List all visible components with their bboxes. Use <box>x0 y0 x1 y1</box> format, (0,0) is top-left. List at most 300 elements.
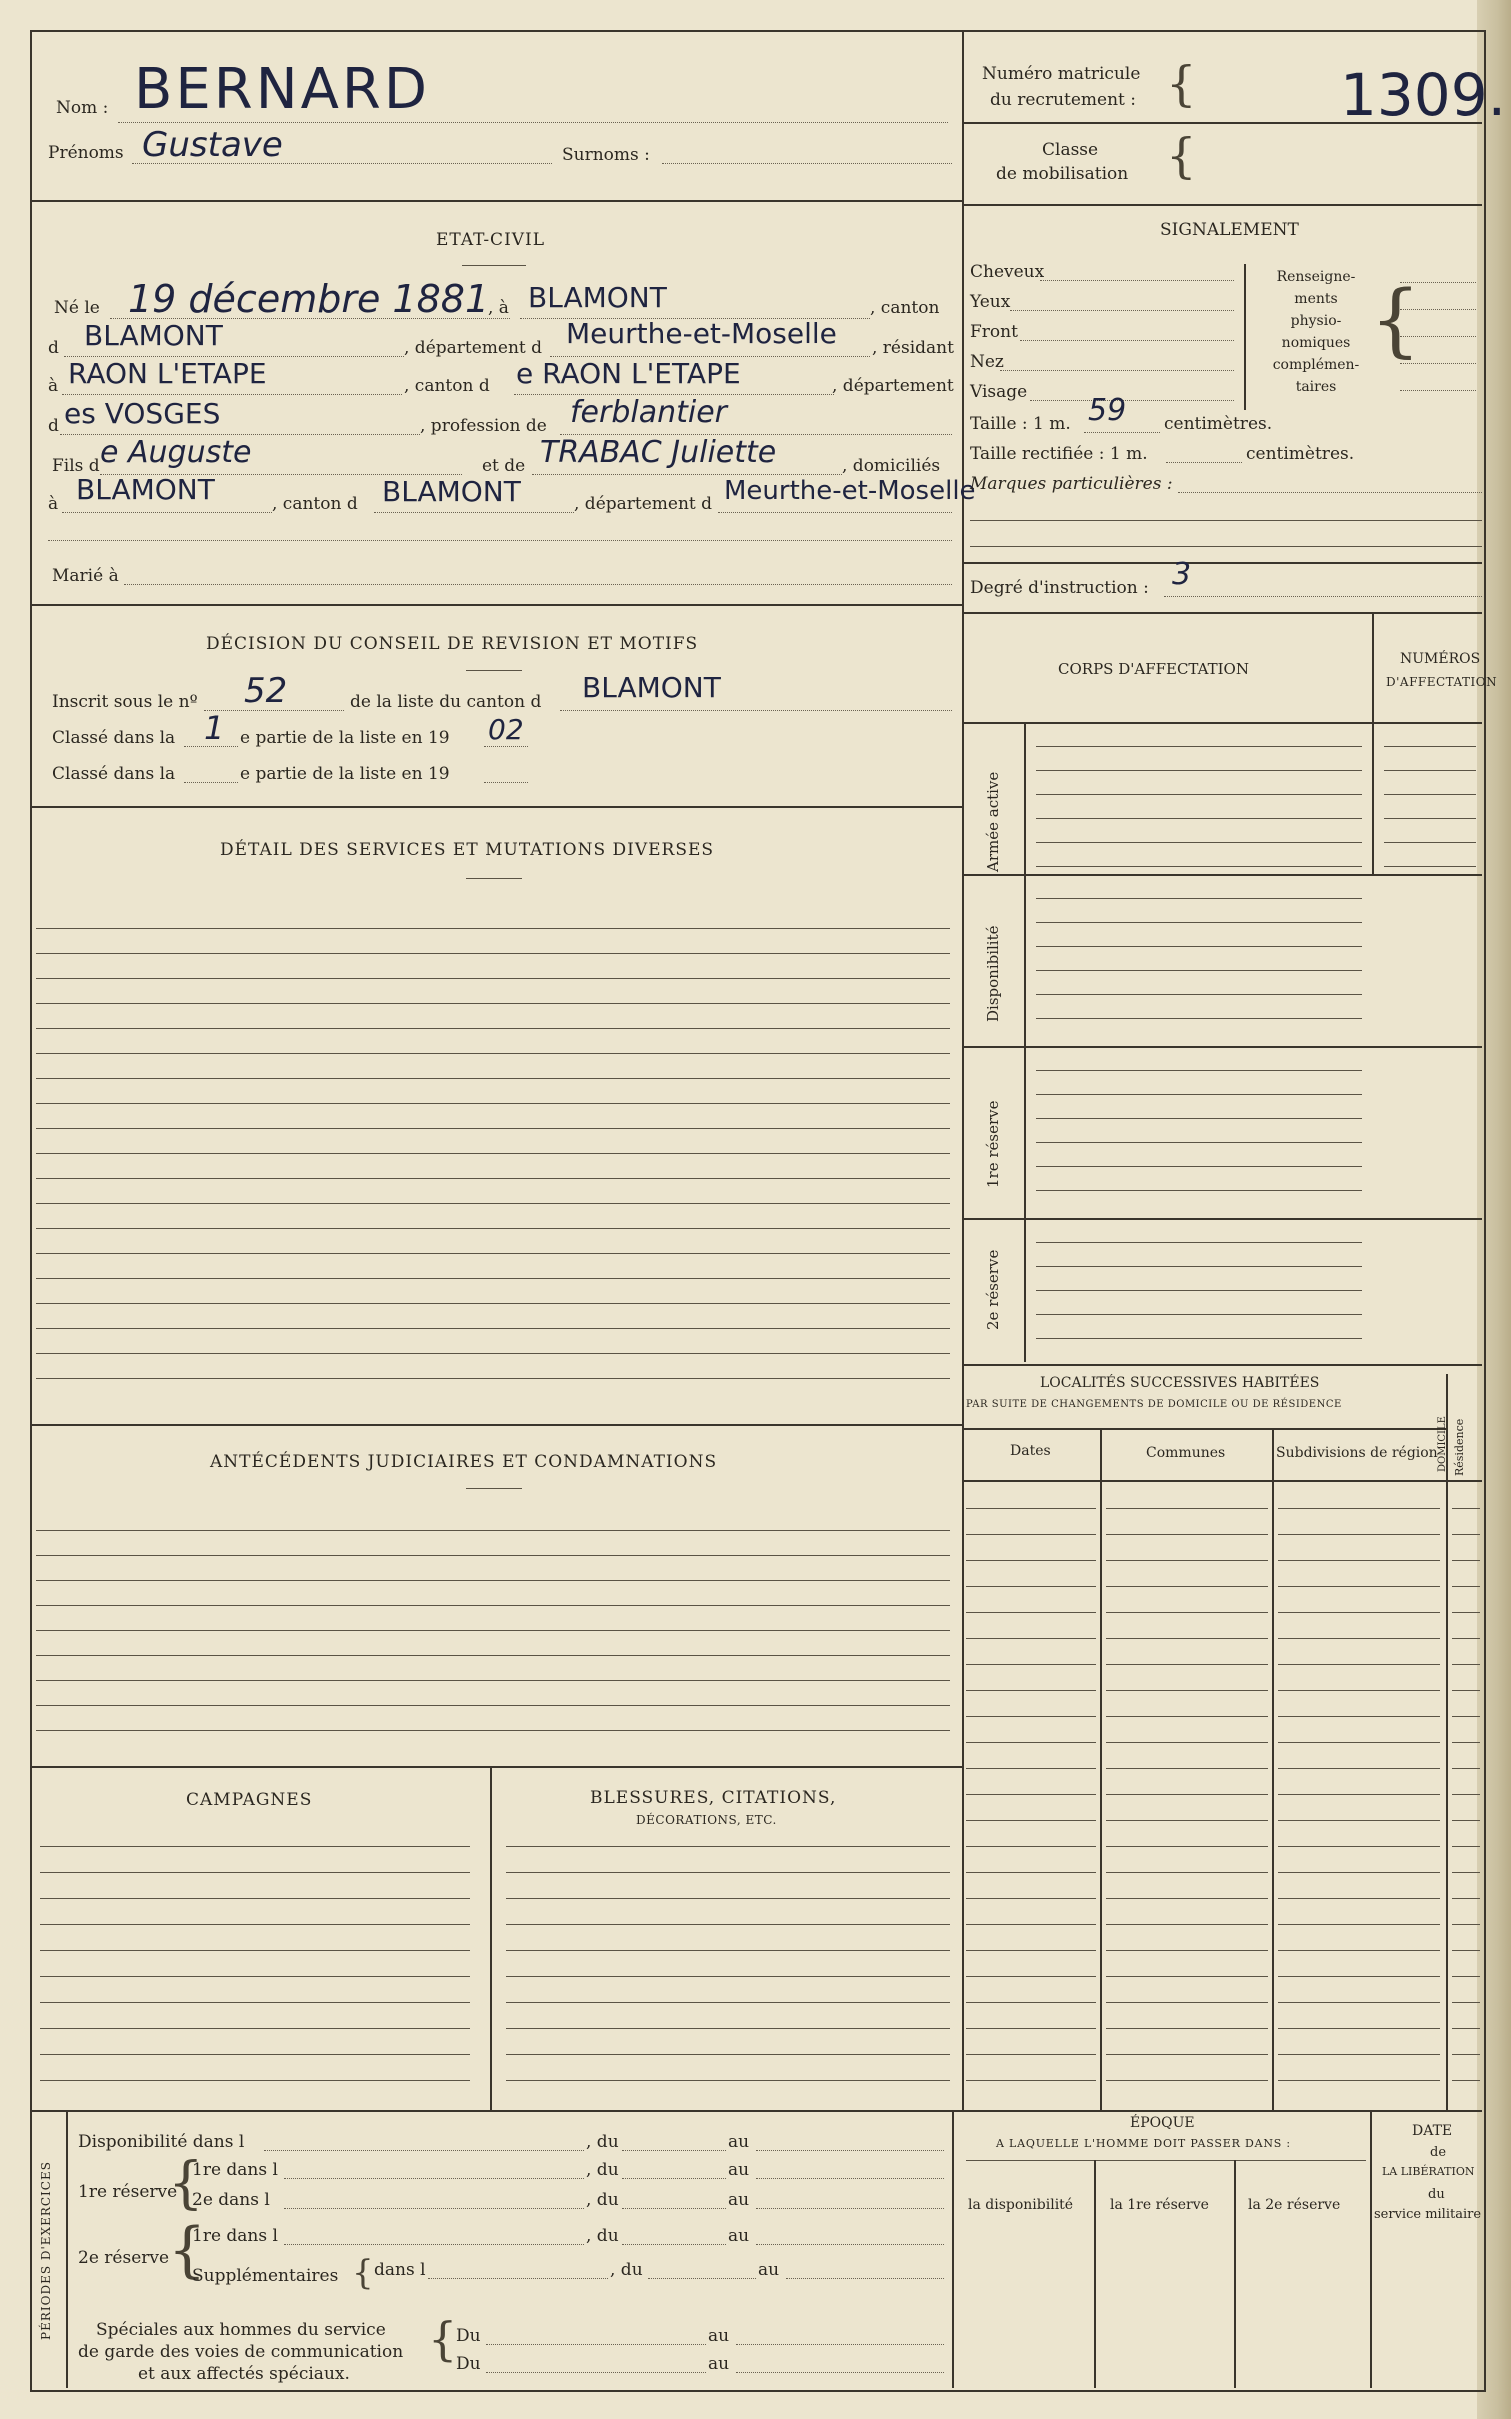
campagnes-ruled-line <box>40 2080 470 2081</box>
disponibilite-ruled-line <box>1036 994 1362 995</box>
taille-rect-label: Taille rectifiée : 1 m. <box>970 444 1148 464</box>
localites-dates-line <box>966 2028 1096 2029</box>
pere-value: e Auguste <box>100 435 252 470</box>
localites-subdivisions-line <box>1278 2054 1440 2055</box>
reserve1-brace: { <box>168 2151 204 2216</box>
campagnes-ruled-line <box>40 2002 470 2003</box>
reserve2-dans1-du: , du <box>586 2226 619 2246</box>
localites-domicile-line <box>1452 1716 1480 1717</box>
localites-communes-line <box>1106 1742 1268 1743</box>
localites-subdivisions-line <box>1278 1976 1440 1977</box>
canton2-label: , canton d <box>404 376 490 396</box>
blessures-ruled-line <box>506 1976 950 1977</box>
localites-communes-line <box>1106 2054 1268 2055</box>
decision-title: DÉCISION DU CONSEIL DE REVISION ET MOTIFS <box>206 634 699 654</box>
nom-label: Nom : <box>56 98 109 118</box>
localites-dates-line <box>966 1586 1096 1587</box>
supplementaires-dans: dans l <box>374 2260 426 2280</box>
classe-brace: { <box>1166 128 1197 184</box>
antecedents-divider <box>30 1766 962 1768</box>
localites-dates-line <box>966 1638 1096 1639</box>
numeros-ruled-line <box>1384 866 1476 867</box>
taille-unit: centimètres. <box>1164 414 1273 434</box>
reserve2-brace: { <box>168 2215 207 2285</box>
armee-active-ruled-line <box>1036 770 1362 771</box>
localites-subdivisions-line <box>1278 1898 1440 1899</box>
partie1-label: e partie de la liste en 19 <box>240 728 450 748</box>
canton-label: , canton <box>870 298 940 318</box>
epoque-col-3: la 2e réserve <box>1248 2197 1341 2213</box>
matricule-label-2: du recrutement : <box>990 90 1137 110</box>
reserve2-periode-label: 2e réserve <box>78 2248 170 2268</box>
canton2-value: e RAON L'ETAPE <box>516 357 741 390</box>
reserve2-dans1-label: 1re dans l <box>192 2226 278 2246</box>
services-ruled-line <box>36 1178 950 1179</box>
services-ruled-line <box>36 1378 950 1379</box>
mere-value: TRABAC Juliette <box>540 435 777 470</box>
antecedents-ruled-line <box>36 1730 950 1731</box>
signalement-item-line <box>1020 340 1234 341</box>
localites-domicile-line <box>1452 1768 1480 1769</box>
localites-dates-line <box>966 1976 1096 1977</box>
classe2-label: Classé dans la <box>52 764 176 784</box>
reserve1-dans1-au-line <box>756 2178 944 2179</box>
inscrit-line <box>204 710 344 711</box>
localites-subdivisions-line <box>1278 1794 1440 1795</box>
mere-line <box>532 474 842 475</box>
residence-a-label: à <box>48 376 59 396</box>
localites-dates-line <box>966 1690 1096 1691</box>
disponibilite-ruled-line <box>1036 898 1362 899</box>
blessures-ruled-line <box>506 2054 950 2055</box>
localites-communes-line <box>1106 1612 1268 1613</box>
reserve1-ruled-line <box>1036 1142 1362 1143</box>
degre-label: Degré d'instruction : <box>970 578 1149 598</box>
localites-subdivisions-line <box>1278 1586 1440 1587</box>
col-domicile-1: DOMICILE <box>1437 1416 1448 1472</box>
blessures-ruled-line <box>506 2002 950 2003</box>
date-label-3: LA LIBÉRATION <box>1382 2165 1475 2178</box>
services-ruled-line <box>36 1078 950 1079</box>
disponibilite-ruled-line <box>1036 922 1362 923</box>
col-subdivisions: Subdivisions de région <box>1276 1445 1438 1461</box>
ne-a-label: , à <box>488 298 509 318</box>
liste-value: BLAMONT <box>582 671 721 704</box>
epoque-col-divider-1 <box>1094 2160 1096 2388</box>
taille-rect-line <box>1166 462 1242 463</box>
localites-dates-line <box>966 1534 1096 1535</box>
localites-dates-line <box>966 1716 1096 1717</box>
blessures-ruled-line <box>506 2028 950 2029</box>
affectation-header-divider <box>962 722 1482 724</box>
campagnes-ruled-line <box>40 1924 470 1925</box>
antecedents-ruled-line <box>36 1680 950 1681</box>
antecedents-ruled-line <box>36 1580 950 1581</box>
services-ruled-line <box>36 1228 950 1229</box>
blessures-ruled-line <box>506 1846 950 1847</box>
services-ruled-line <box>36 1353 950 1354</box>
reserve2-ruled-line <box>1036 1338 1362 1339</box>
localites-communes-line <box>1106 1820 1268 1821</box>
services-ruled-line <box>36 953 950 954</box>
numeros-divider <box>1372 612 1374 874</box>
localites-communes-line <box>1106 1690 1268 1691</box>
degre-divider <box>962 612 1482 614</box>
classe1-label: Classé dans la <box>52 728 176 748</box>
localites-communes-line <box>1106 2028 1268 2029</box>
departement3-label: , département d <box>574 494 713 514</box>
armee-active-label: Armée active <box>984 771 1002 872</box>
classe-divider <box>962 204 1482 206</box>
fils-label: Fils d <box>52 456 100 476</box>
campagnes-ruled-line <box>40 1950 470 1951</box>
departement2-value: es VOSGES <box>64 397 221 430</box>
disponibilite-ruled-line <box>1036 1018 1362 1019</box>
reserve1-dans2-du-line <box>622 2208 726 2209</box>
localites-domicile-line <box>1452 1560 1480 1561</box>
nom-value: BERNARD <box>134 57 430 122</box>
blessures-ruled-line <box>506 1950 950 1951</box>
localites-communes-line <box>1106 1924 1268 1925</box>
date-label-1: DATE <box>1412 2123 1453 2139</box>
prenoms-label: Prénoms <box>48 143 124 163</box>
localites-domicile-line <box>1452 2054 1480 2055</box>
matricule-brace: { <box>1166 56 1197 112</box>
localites-communes-line <box>1106 1586 1268 1587</box>
localites-subdivisions-line <box>1278 1690 1440 1691</box>
signalement-item-yeux: Yeux <box>970 292 1011 312</box>
disponibilite-label: Disponibilité <box>984 925 1002 1022</box>
localites-dates-line <box>966 1664 1096 1665</box>
epoque-col-1: la disponibilité <box>968 2197 1074 2213</box>
matricule-label-1: Numéro matricule <box>982 64 1141 84</box>
supplementaires-label: Supplémentaires <box>192 2266 339 2286</box>
residence-value: RAON L'ETAPE <box>68 357 267 390</box>
localites-domicile-line <box>1452 1612 1480 1613</box>
localites-communes-line <box>1106 1716 1268 1717</box>
localites-communes-line <box>1106 1976 1268 1977</box>
renseignements-dotted-line <box>1400 390 1476 391</box>
localites-subdivisions-line <box>1278 1950 1440 1951</box>
localites-subdivisions-line <box>1278 1846 1440 1847</box>
localites-dates-line <box>966 1820 1096 1821</box>
armee-active-divider <box>962 874 1482 876</box>
speciales-du-1: Du <box>456 2326 481 2346</box>
services-ruled-line <box>36 1103 950 1104</box>
supplementaires-au-line <box>786 2278 944 2279</box>
reserve1-dans1-du: , du <box>586 2160 619 2180</box>
date-label-5: service militaire <box>1374 2207 1482 2222</box>
reserve1-dans2-au-line <box>756 2208 944 2209</box>
periodes-label-divider <box>66 2110 68 2388</box>
campagnes-ruled-line <box>40 2028 470 2029</box>
localites-communes-line <box>1106 1898 1268 1899</box>
localites-domicile-line <box>1452 1742 1480 1743</box>
domicile-value: BLAMONT <box>76 473 215 506</box>
etat-civil-underline <box>462 265 526 266</box>
localites-dates-line <box>966 2080 1096 2081</box>
reserve2-ruled-line <box>1036 1314 1362 1315</box>
antecedents-underline <box>466 1488 522 1489</box>
localites-subdivisions-line <box>1278 2080 1440 2081</box>
classe1-value: 1 <box>204 709 225 747</box>
classe-label-1: Classe <box>1042 140 1099 160</box>
marques-line-2 <box>970 520 1482 521</box>
residant-label: , résidant <box>872 338 954 358</box>
blessures-ruled-line <box>506 2080 950 2081</box>
localites-communes-line <box>1106 1560 1268 1561</box>
localites-domicile-line <box>1452 1508 1480 1509</box>
speciales-au-1-line <box>736 2344 944 2345</box>
matricule-value: 1309. <box>1340 61 1507 129</box>
profession-label: , profession de <box>420 416 547 436</box>
reserve1-dans1-du-line <box>622 2178 726 2179</box>
communes-col-divider <box>1272 1428 1274 2110</box>
localites-domicile-line <box>1452 1664 1480 1665</box>
localites-subdivisions-line <box>1278 1872 1440 1873</box>
localites-communes-line <box>1106 2002 1268 2003</box>
speciales-au-2-line <box>736 2372 944 2373</box>
localites-dates-line <box>966 1898 1096 1899</box>
numeros-ruled-line <box>1384 746 1476 747</box>
partie1-line <box>484 746 528 747</box>
localites-subdivisions-line <box>1278 1508 1440 1509</box>
reserve1-dans2-au: au <box>728 2190 750 2210</box>
domicile-line <box>62 512 272 513</box>
epoque-underline <box>966 2160 1366 2161</box>
localites-domicile-line <box>1452 1898 1480 1899</box>
services-ruled-line <box>36 1153 950 1154</box>
reserve2-ruled-line <box>1036 1242 1362 1243</box>
services-ruled-line <box>36 1328 950 1329</box>
et-de-label: et de <box>482 456 526 476</box>
localites-domicile-line <box>1452 2002 1480 2003</box>
reserve2-dans1-au: au <box>728 2226 750 2246</box>
localites-dates-line <box>966 1924 1096 1925</box>
canton-value: BLAMONT <box>84 319 223 352</box>
antecedents-ruled-line <box>36 1655 950 1656</box>
localites-subdivisions-line <box>1278 1612 1440 1613</box>
armee-active-ruled-line <box>1036 746 1362 747</box>
localites-domicile-line <box>1452 1872 1480 1873</box>
signalement-item-line <box>1010 310 1234 311</box>
disponibilite-du-line <box>622 2150 726 2151</box>
armee-active-ruled-line <box>1036 794 1362 795</box>
localites-domicile-line <box>1452 1690 1480 1691</box>
signalement-item-visage: Visage <box>970 382 1028 402</box>
epoque-col-divider-2 <box>1234 2160 1236 2388</box>
col-domicile-2: Résidence <box>1453 1418 1466 1476</box>
localites-domicile-line <box>1452 2080 1480 2081</box>
localites-dates-line <box>966 1612 1096 1613</box>
marques-divider <box>962 562 1482 564</box>
supplementaires-dans-line <box>428 2278 608 2279</box>
localites-domicile-line <box>1452 1794 1480 1795</box>
residence-line <box>62 394 402 395</box>
speciales-du-2-line <box>486 2372 706 2373</box>
affectation-label-divider <box>1024 722 1026 1362</box>
supplementaires-au: au <box>758 2260 780 2280</box>
reserve1-dans1-label: 1re dans l <box>192 2160 278 2180</box>
reserve1-divider <box>962 1218 1482 1220</box>
reserve2-ruled-line <box>1036 1266 1362 1267</box>
ne-le-value: 19 décembre 1881 <box>128 277 490 321</box>
classe1-line <box>184 746 238 747</box>
supplementaires-du: , du <box>610 2260 643 2280</box>
speciales-du-1-line <box>486 2344 706 2345</box>
localites-dates-line <box>966 1950 1096 1951</box>
renseignements-dotted-line <box>1400 336 1476 337</box>
armee-active-ruled-line <box>1036 866 1362 867</box>
reserve1-periode-label: 1re réserve <box>78 2182 178 2202</box>
localites-domicile-line <box>1452 1924 1480 1925</box>
disponibilite-au-line <box>756 2150 944 2151</box>
lieu-naissance-value: BLAMONT <box>528 281 667 314</box>
localites-title-1: LOCALITÉS SUCCESSIVES HABITÉES <box>1040 1375 1320 1391</box>
blessures-title-2: DÉCORATIONS, ETC. <box>636 1813 777 1827</box>
disponibilite-divider <box>962 1046 1482 1048</box>
periodes-vertical-label: PÉRIODES D'EXERCICES <box>39 2161 53 2340</box>
localites-dates-line <box>966 1872 1096 1873</box>
periodes-right-divider <box>952 2110 954 2388</box>
localites-communes-line <box>1106 1950 1268 1951</box>
localites-title-2: PAR SUITE DE CHANGEMENTS DE DOMICILE OU DE RÉSIDENCE <box>966 1399 1342 1410</box>
speciales-text-1: Spéciales aux hommes du service <box>96 2320 386 2340</box>
reserve1-ruled-line <box>1036 1118 1362 1119</box>
reserve1-dans1-line <box>284 2178 584 2179</box>
reserve1-dans1-au: au <box>728 2160 750 2180</box>
canton3-label: , canton d <box>272 494 358 514</box>
domicile-col-divider <box>1446 1374 1448 2110</box>
armee-active-ruled-line <box>1036 818 1362 819</box>
reserve1-ruled-line <box>1036 1070 1362 1071</box>
signalement-item-nez: Nez <box>970 352 1004 372</box>
services-ruled-line <box>36 1253 950 1254</box>
localites-header-divider <box>962 1428 1446 1430</box>
reserve2-dans1-du-line <box>622 2244 726 2245</box>
localites-domicile-line <box>1452 1976 1480 1977</box>
ne-le-label: Né le <box>54 298 100 318</box>
surnoms-label: Surnoms : <box>562 145 650 165</box>
numeros-ruled-line <box>1384 818 1476 819</box>
campagnes-ruled-line <box>40 1872 470 1873</box>
services-underline <box>466 878 522 879</box>
departement2-label: , département <box>832 376 954 396</box>
signalement-item-line <box>1040 280 1234 281</box>
renseignements-dotted-line <box>1400 282 1476 283</box>
col-communes: Communes <box>1146 1445 1226 1461</box>
departement2-d-label: d <box>48 416 59 436</box>
renseignements-label: nomiques <box>1281 335 1351 351</box>
localites-domicile-line <box>1452 1950 1480 1951</box>
localites-dates-line <box>966 1508 1096 1509</box>
signalement-item-line <box>1030 400 1234 401</box>
reserve1-ruled-line <box>1036 1190 1362 1191</box>
departement-label: , département d <box>404 338 543 358</box>
localites-communes-line <box>1106 1534 1268 1535</box>
reserve1-dans2-label: 2e dans l <box>192 2190 270 2210</box>
marques-line-1 <box>1178 492 1482 493</box>
localites-communes-line <box>1106 1872 1268 1873</box>
localites-subdivisions-line <box>1278 1560 1440 1561</box>
antecedents-ruled-line <box>36 1555 950 1556</box>
departement3-line <box>718 512 952 513</box>
localites-subdivisions-line <box>1278 1638 1440 1639</box>
marie-line <box>124 584 952 585</box>
prenoms-value: Gustave <box>142 125 283 165</box>
localites-dates-line <box>966 2054 1096 2055</box>
inscrit-label: Inscrit sous le nº <box>52 692 198 712</box>
taille-label: Taille : 1 m. <box>970 414 1071 434</box>
reserve2-dans1-au-line <box>756 2244 944 2245</box>
liberation-col-divider <box>1370 2110 1372 2388</box>
main-vertical-divider <box>962 30 964 2110</box>
date-label-4: du <box>1428 2187 1445 2202</box>
taille-value: 59 <box>1088 393 1127 428</box>
campagnes-title: CAMPAGNES <box>186 1790 313 1810</box>
canton-d-label: d <box>48 338 59 358</box>
localites-domicile-line <box>1452 2028 1480 2029</box>
surnoms-line <box>662 163 952 164</box>
signalement-bracket-divider <box>1244 264 1246 410</box>
epoque-title: ÉPOQUE <box>1130 2115 1195 2131</box>
campagnes-ruled-line <box>40 1898 470 1899</box>
services-ruled-line <box>36 1278 950 1279</box>
localites-domicile-line <box>1452 1820 1480 1821</box>
numeros-ruled-line <box>1384 842 1476 843</box>
localites-communes-line <box>1106 1508 1268 1509</box>
liste-label: de la liste du canton d <box>350 692 542 712</box>
renseignements-brace: { <box>1370 273 1421 366</box>
disponibilite-dans-line <box>264 2150 584 2151</box>
marques-line-3 <box>970 546 1482 547</box>
blessures-ruled-line <box>506 1898 950 1899</box>
domicilies-label: , domiciliés <box>842 456 941 476</box>
signalement-item-cheveux: Cheveux <box>970 262 1045 282</box>
disponibilite-au: au <box>728 2132 750 2152</box>
antecedents-ruled-line <box>36 1705 950 1706</box>
localites-domicile-line <box>1452 1846 1480 1847</box>
localites-dates-line <box>966 1742 1096 1743</box>
disponibilite-ruled-line <box>1036 946 1362 947</box>
blessures-title-1: BLESSURES, CITATIONS, <box>590 1788 837 1808</box>
etat-civil-blank-line <box>48 540 952 541</box>
services-ruled-line <box>36 1203 950 1204</box>
degre-line <box>1164 596 1482 597</box>
renseignements-dotted-line <box>1400 363 1476 364</box>
localites-dates-line <box>966 2002 1096 2003</box>
services-ruled-line <box>36 928 950 929</box>
renseignements-label: ments <box>1294 291 1338 307</box>
signalement-item-line <box>1000 370 1234 371</box>
col-dates: Dates <box>1010 1443 1051 1459</box>
reserve2-label: 2e réserve <box>984 1249 1002 1330</box>
localites-domicile-line <box>1452 1638 1480 1639</box>
reserve1-ruled-line <box>1036 1166 1362 1167</box>
localites-communes-line <box>1106 2080 1268 2081</box>
speciales-brace: { <box>428 2312 458 2366</box>
affectation-bottom-divider <box>962 1364 1482 1366</box>
reserve1-ruled-line <box>1036 1094 1362 1095</box>
epoque-col-2: la 1re réserve <box>1110 2197 1209 2213</box>
localites-subdivisions-line <box>1278 1664 1440 1665</box>
supplementaires-brace: { <box>352 2253 374 2293</box>
decision-underline <box>466 670 522 671</box>
localites-domicile-line <box>1452 1586 1480 1587</box>
antecedents-ruled-line <box>36 1530 950 1531</box>
localites-dates-line <box>966 1560 1096 1561</box>
campagnes-ruled-line <box>40 1846 470 1847</box>
